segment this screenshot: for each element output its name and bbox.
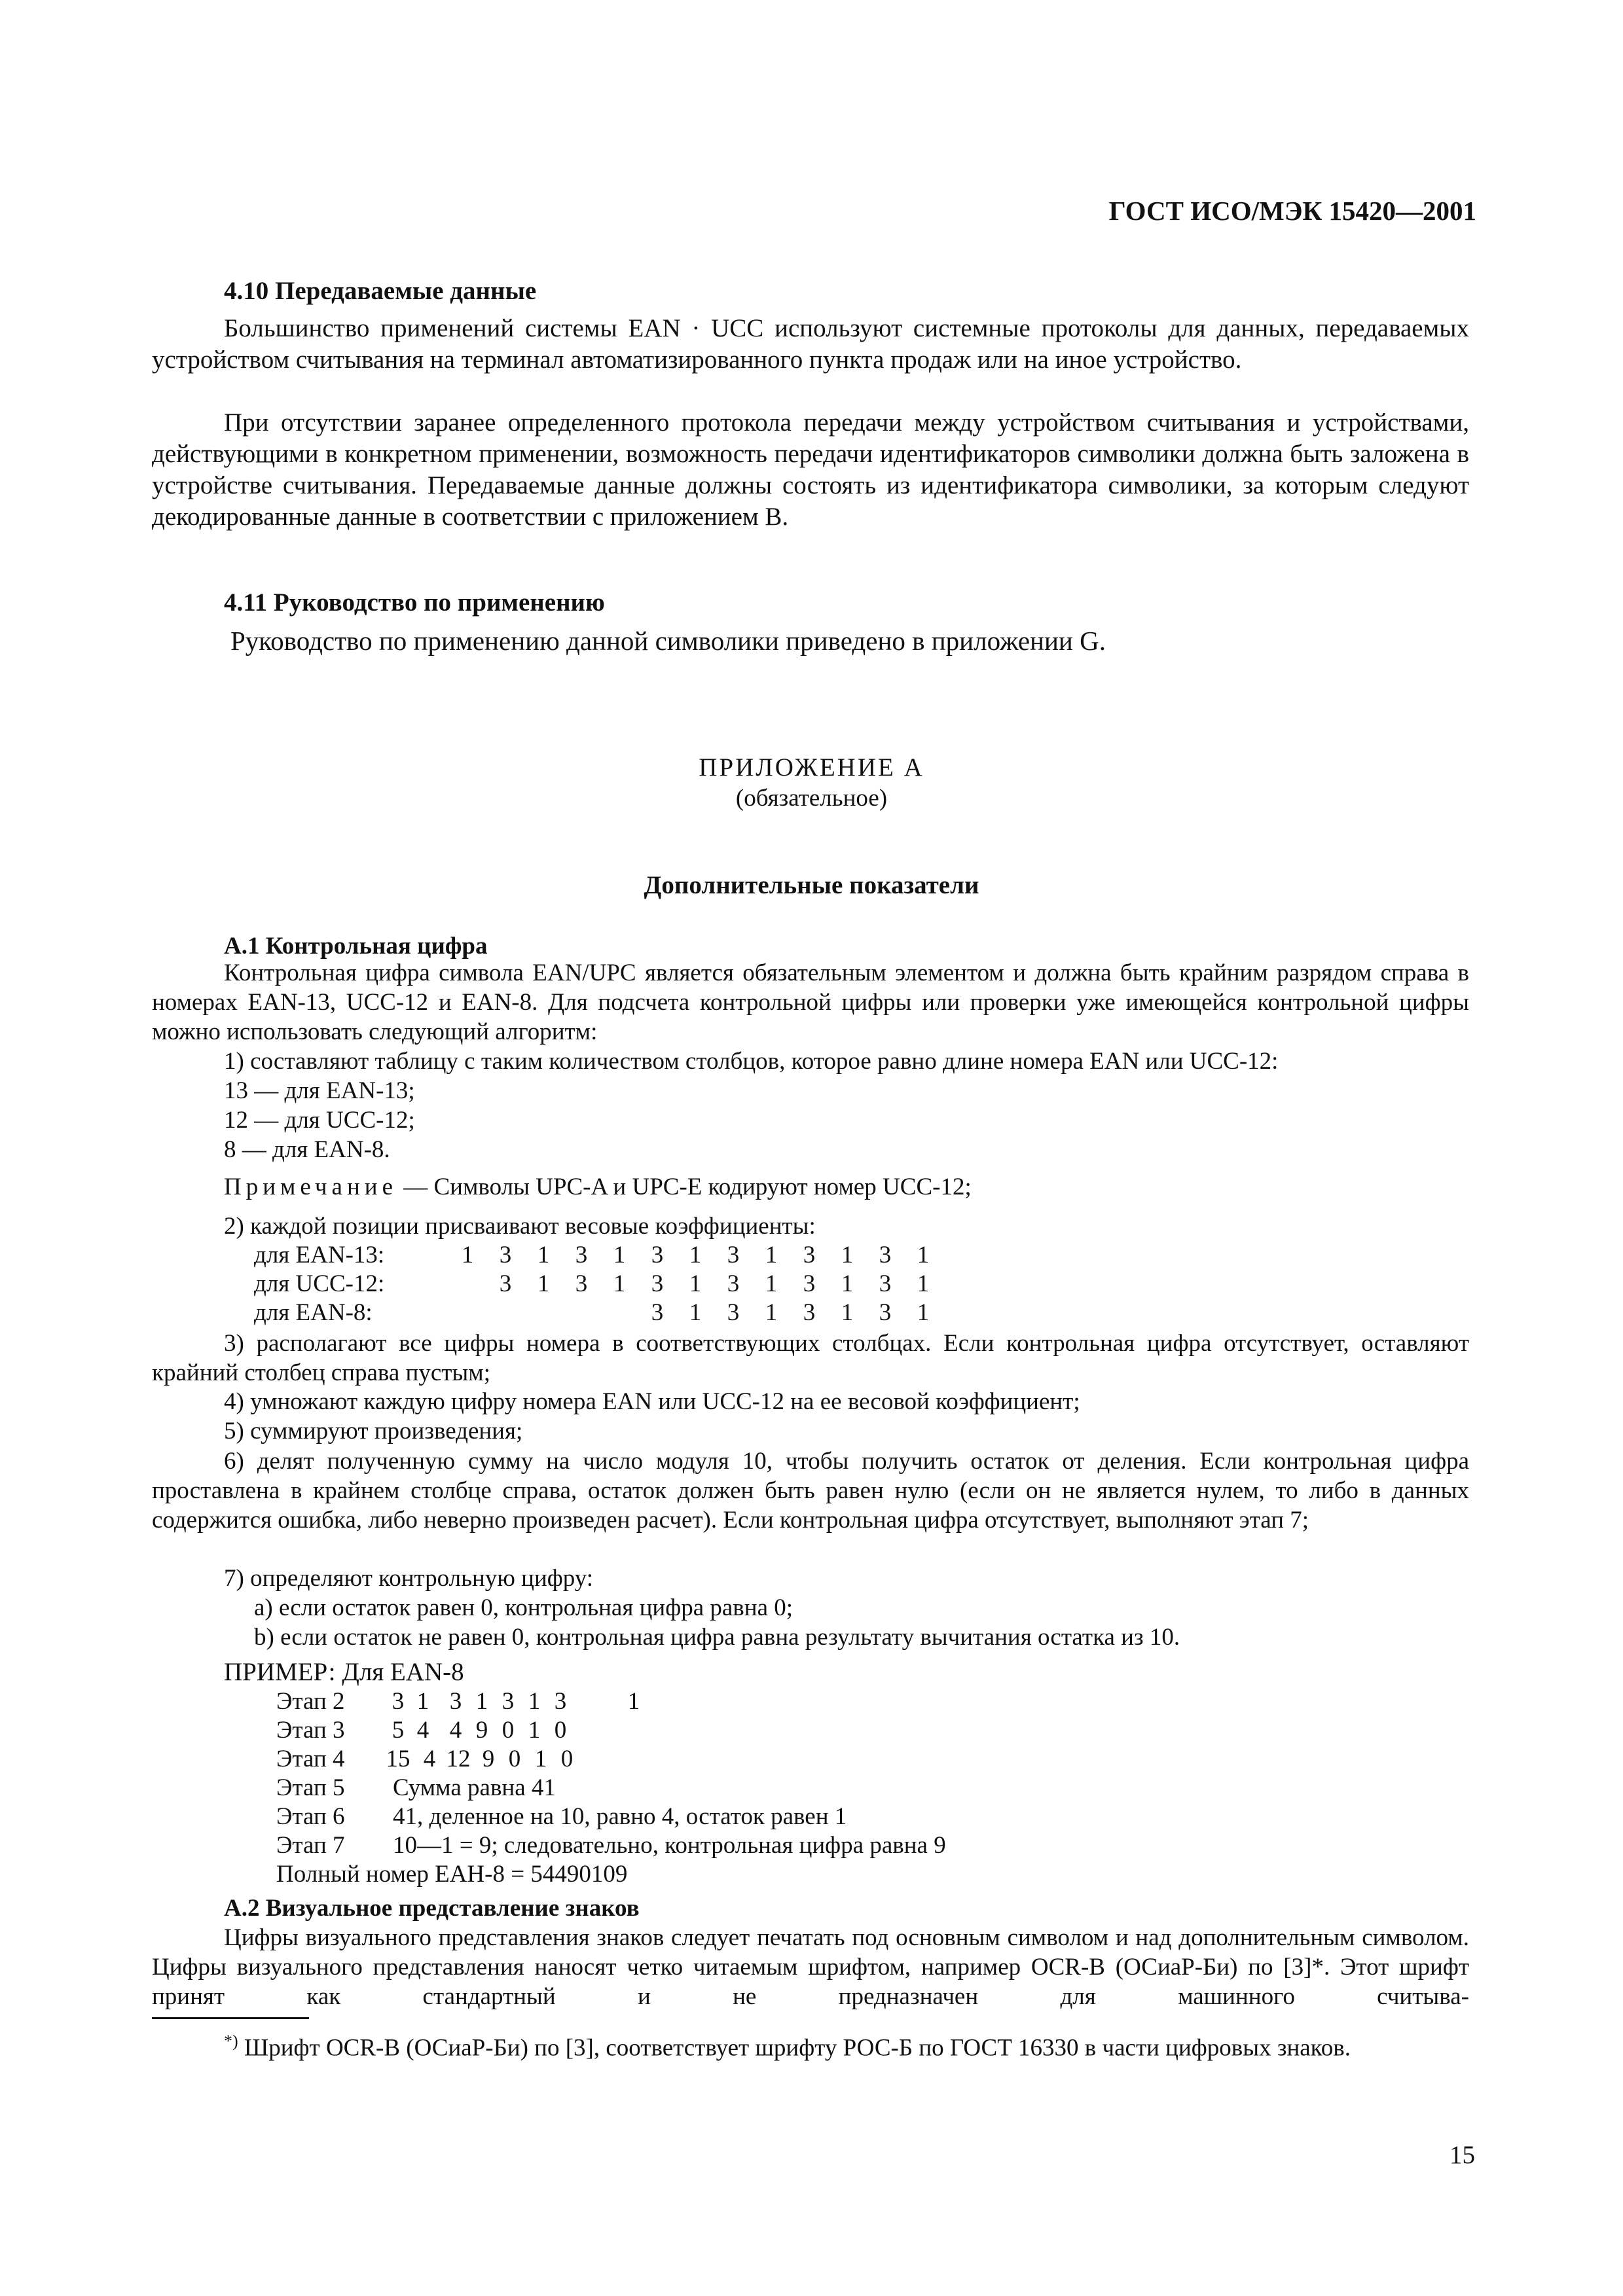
weight-cell: 1: [917, 1270, 930, 1297]
example-cell: 9: [482, 1746, 495, 1772]
weight-cell: 3: [879, 1242, 892, 1268]
example-row-label: Этап 3: [276, 1717, 345, 1744]
weight-cell: 3: [803, 1242, 816, 1268]
weight-cell: 3: [803, 1299, 816, 1326]
example-line-step5: [276, 1774, 1062, 1803]
example-cell: 0: [508, 1746, 521, 1772]
weight-cell: 1: [841, 1270, 854, 1297]
weights-row-label: для EAN-13:: [254, 1242, 385, 1268]
example-row-label: Этап 5: [276, 1774, 345, 1801]
weight-cell: 3: [879, 1270, 892, 1297]
weight-cell: 1: [917, 1242, 930, 1268]
a1-length-ean8: 8 — для EAN-8.: [224, 1136, 390, 1163]
example-row-label: Этап 6: [276, 1803, 345, 1830]
example-row-step4: [276, 1745, 800, 1774]
appendix-status: (обязательное): [735, 785, 888, 812]
full-number-text: Полный номер EAH-8 = 54490109: [276, 1861, 628, 1888]
example-cell: 4: [449, 1717, 462, 1744]
weight-cell: 1: [841, 1299, 854, 1326]
note-text: — Символы UPC-A и UPC-E кодируют номер UCC-12;: [397, 1174, 972, 1200]
weight-cell: 1: [613, 1242, 626, 1268]
a1-step-2: 2) каждой позиции присваивают весовые коэффициенты:: [224, 1213, 816, 1240]
section-a2-title: А.2 Визуальное представление знаков: [224, 1895, 640, 1922]
section-4-10-paragraph-2: При отсутствии заранее определенного протокола передачи между устройством считывания и устройствами, действующими в конкретном применении, возможность передачи идентификаторов символики должна быть заложена в устройстве считывания. Передаваемые данные должны состоять из идентификатора символики, за которым следуют декодированные данные в соответствии с приложением B.: [152, 408, 1469, 531]
a1-note: [224, 1173, 972, 1201]
a1-length-ucc12: 12 — для UCC-12;: [224, 1107, 415, 1134]
weight-cell: 3: [651, 1299, 664, 1326]
weight-cell: 3: [651, 1270, 664, 1297]
weight-cell: 1: [841, 1242, 854, 1268]
a1-step-7b: b) если остаток не равен 0, контрольная цифра равна результату вычитания остатка из 10.: [254, 1624, 1180, 1651]
example-row-step3: [276, 1716, 800, 1745]
weight-cell: 3: [803, 1270, 816, 1297]
example-cell: 3: [449, 1688, 462, 1715]
example-row-label: Этап 7: [276, 1832, 345, 1859]
section-4-11-paragraph: Руководство по применению данной символики приведено в приложении G.: [230, 626, 1106, 656]
weight-cell: 3: [575, 1270, 588, 1297]
example-cell: 4: [423, 1746, 436, 1772]
weight-cell: 3: [727, 1242, 740, 1268]
example-cell: 3: [501, 1688, 515, 1715]
example-cell: 1: [475, 1688, 488, 1715]
section-a2-paragraph: Цифры визуального представления знаков следует печатать под основным символом и над дополнительным символом. Цифры визуального представления наносят четко читаемым шрифтом, например OCR-B (ОСиаР-Би) по [3]*. Этот шрифт принят как стандартный и не предназначен для машинного считыва-: [152, 1924, 1469, 2010]
weight-cell: 1: [765, 1270, 778, 1297]
example-cell: 9: [475, 1717, 488, 1744]
a1-step-1: 1) составляют таблицу с таким количеством столбцов, которое равно длине номера EAN или UCC-12:: [224, 1048, 1279, 1075]
a1-step-7a: a) если остаток равен 0, контрольная цифра равна 0;: [254, 1594, 793, 1621]
example-line-text: 41, деленное на 10, равно 4, остаток равен 1: [393, 1803, 847, 1830]
weight-cell: 3: [879, 1299, 892, 1326]
weights-row-label: для UCC-12:: [254, 1270, 385, 1297]
weight-cell: 3: [499, 1242, 512, 1268]
footnote-text: Шрифт OCR-B (ОСиаР-Би) по [3], соответствует шрифту РОС-Б по ГОСТ 16330 в части цифровых знаков.: [238, 2034, 1351, 2062]
example-cell: 1: [528, 1717, 541, 1744]
a1-step-5: 5) суммируют произведения;: [224, 1418, 523, 1444]
section-a1-title: А.1 Контрольная цифра: [224, 933, 488, 960]
example-row-label: Этап 2: [276, 1688, 345, 1715]
example-cell: 5: [392, 1717, 405, 1744]
example-cell: 1: [627, 1688, 640, 1715]
example-row-step2: [276, 1687, 800, 1716]
example-cell: 0: [560, 1746, 574, 1772]
weight-cell: 1: [765, 1242, 778, 1268]
example-full-number: [276, 1860, 1062, 1889]
a1-length-ean13: 13 — для EAN-13;: [224, 1077, 415, 1104]
weight-cell: 3: [651, 1242, 664, 1268]
example-cell: 4: [416, 1717, 429, 1744]
weight-cell: 1: [537, 1270, 550, 1297]
weight-cell: 3: [727, 1270, 740, 1297]
weights-row-label: для EAN-8:: [254, 1299, 373, 1326]
example-cell: 3: [392, 1688, 405, 1715]
weights-row-ucc12: [254, 1270, 974, 1299]
example-cell: 1: [528, 1688, 541, 1715]
weight-cell: 1: [613, 1270, 626, 1297]
example-line-text: Сумма равна 41: [393, 1774, 556, 1801]
example-cell: 1: [416, 1688, 429, 1715]
footnote: [152, 2026, 1469, 2062]
appendix-heading: Дополнительные показатели: [644, 871, 979, 899]
section-a1-intro: Контрольная цифра символа EAN/UPC является обязательным элементом и должна быть крайним разрядом справа в номерах EAN-13, UCC-12 и EAN-8. Для подсчета контрольной цифры или проверки уже имеющейся контрольной цифры можно использовать следующий алгоритм:: [152, 960, 1469, 1045]
example-cell: 3: [554, 1688, 567, 1715]
weight-cell: 1: [689, 1299, 702, 1326]
weight-cell: 3: [727, 1299, 740, 1326]
weights-row-ean13: [254, 1241, 974, 1270]
weight-cell: 1: [537, 1242, 550, 1268]
page-number: 15: [1450, 2141, 1475, 2169]
weight-cell: 3: [499, 1270, 512, 1297]
weight-cell: 1: [917, 1299, 930, 1326]
example-row-label: Этап 4: [276, 1746, 345, 1772]
example-cell: 1: [534, 1746, 547, 1772]
weight-cell: 3: [575, 1242, 588, 1268]
weights-row-ean8: [254, 1299, 974, 1327]
example-cell: 0: [554, 1717, 567, 1744]
weight-cell: 1: [689, 1270, 702, 1297]
section-4-10-paragraph-1: Большинство применений системы EAN · UCC используют системные протоколы для данных, передаваемых устройством считывания на терминал автоматизированного пункта продаж или на иное устройство.: [152, 314, 1469, 374]
section-4-11-title: 4.11 Руководство по применению: [224, 588, 605, 617]
note-label: Примечание: [224, 1174, 397, 1200]
example-line-text: 10—1 = 9; следовательно, контрольная цифра равна 9: [393, 1832, 946, 1859]
weight-cell: 1: [765, 1299, 778, 1326]
example-title: ПРИМЕР: Для EAN-8: [224, 1658, 464, 1686]
a1-step-6: 6) делят полученную сумму на число модуля 10, чтобы получить остаток от деления. Если контрольная цифра проставлена в крайнем столбце справа, остаток должен быть равен нулю (если он не является нулем, то либо в данных содержится ошибка, либо неверно произведен расчет). Если контрольная цифра отсутствует, выполняют этап 7;: [152, 1448, 1469, 1534]
a1-step-4: 4) умножают каждую цифру номера EAN или UCC-12 на ее весовой коэффициент;: [224, 1388, 1080, 1415]
footnote-mark: *): [224, 2032, 238, 2051]
example-line-step6: [276, 1803, 1062, 1831]
footnote-separator: [152, 2017, 309, 2019]
document-header: ГОСТ ИСО/МЭК 15420—2001: [1108, 196, 1476, 226]
example-line-step7: [276, 1831, 1062, 1860]
a1-step-3: 3) располагают все цифры номера в соответствующих столбцах. Если контрольная цифра отсутствует, оставляют крайний столбец справа пустым;: [152, 1330, 1469, 1386]
weight-cell: 1: [461, 1242, 474, 1268]
weight-cell: 1: [689, 1242, 702, 1268]
example-cell: 12: [446, 1746, 471, 1772]
example-cell: 15: [386, 1746, 410, 1772]
a1-step-7: 7) определяют контрольную цифру:: [224, 1565, 594, 1592]
appendix-title: ПРИЛОЖЕНИЕ А: [699, 753, 924, 781]
section-4-10-title: 4.10 Передаваемые данные: [224, 277, 537, 305]
example-cell: 0: [501, 1717, 515, 1744]
